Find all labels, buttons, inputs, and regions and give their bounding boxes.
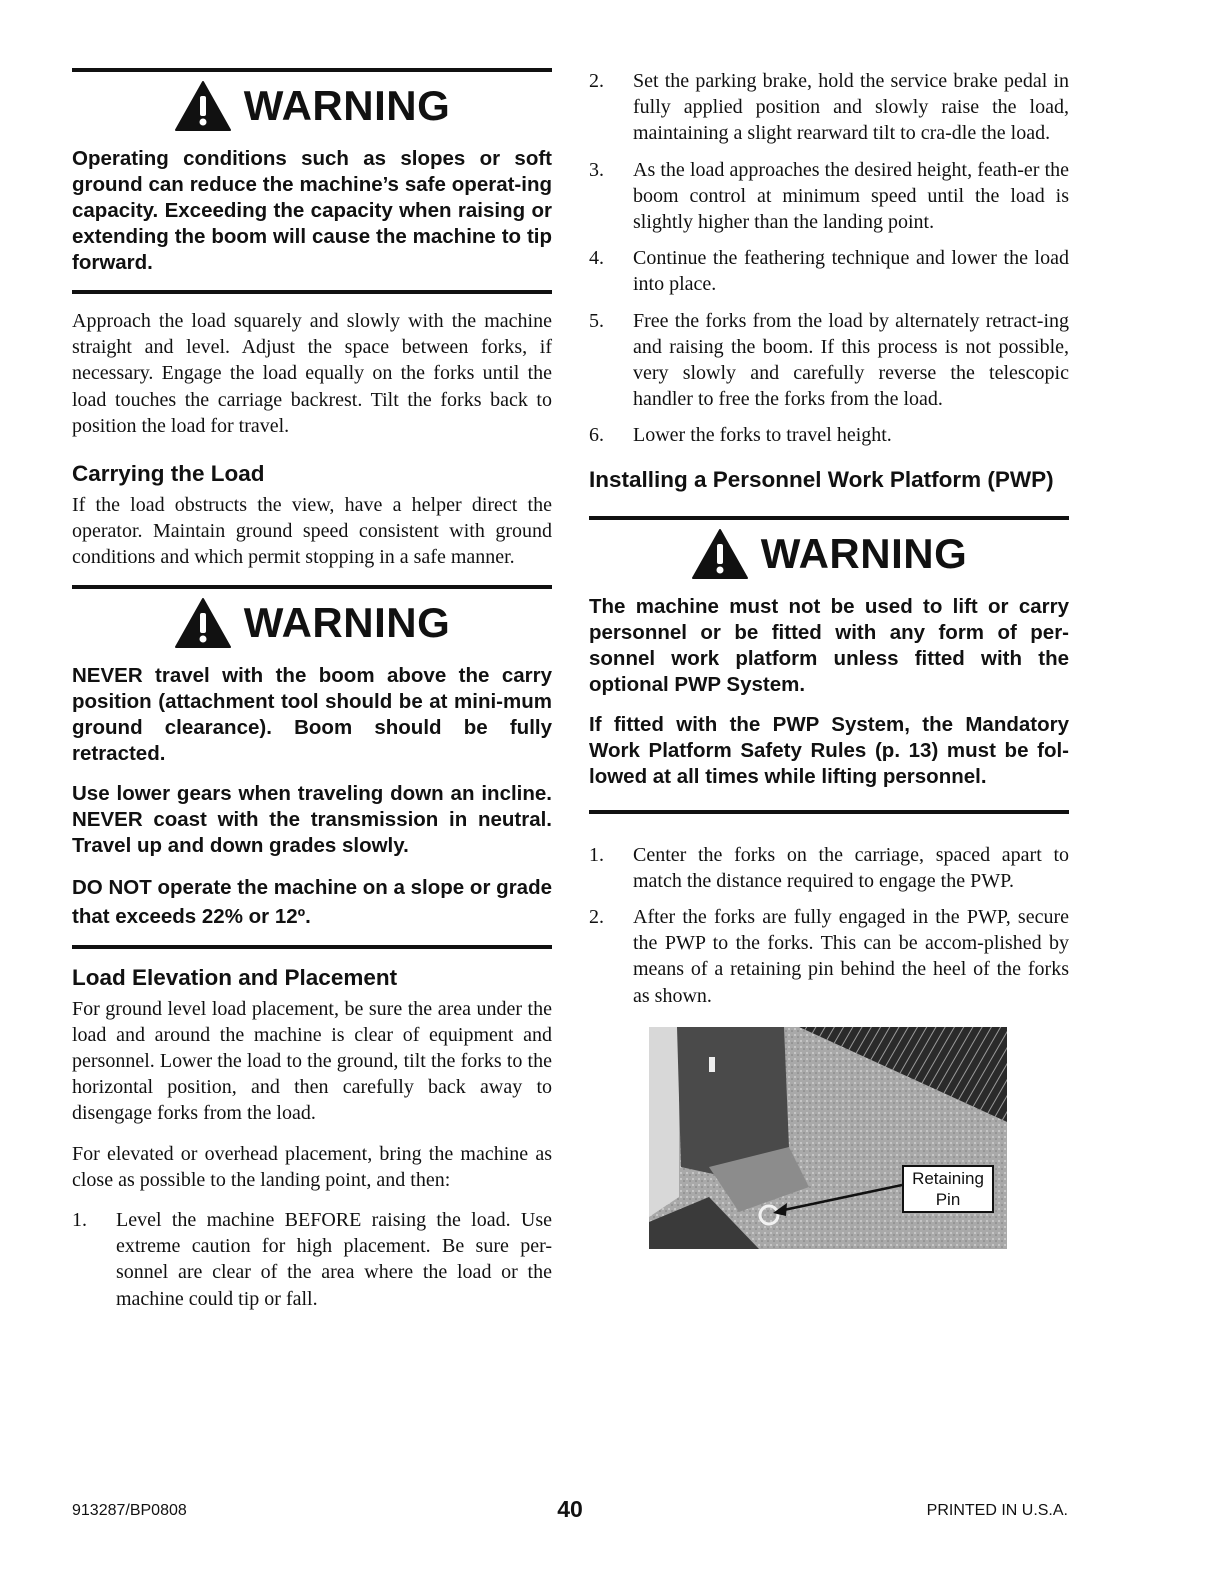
approach-paragraph: Approach the load squarely and slowly with the machine straight and level. Adjust the space between forks, if necessary. Engage the load equally on the forks until the load touches the carriage backrest. Tilt the forks back to position the load for travel.	[72, 310, 552, 437]
step-text: After the forks are fully engaged in the PWP, secure the PWP to the forks. This can be accom-plished by means of a retaining pin behind the heel of the forks as shown.	[633, 906, 1069, 1007]
warning-text: Use lower gears when traveling down an incline. NEVER coast with the transmission in neutral. Travel up and down grades slowly.	[72, 781, 552, 857]
printed-notice: PRINTED IN U.S.A.	[926, 1502, 1068, 1519]
step-text: Lower the forks to travel height.	[633, 424, 892, 447]
right-column	[589, 68, 1069, 1249]
callout-line: Retaining	[912, 1168, 984, 1188]
steps-list	[589, 68, 1069, 449]
elevation-heading: Load Elevation and Placement	[72, 964, 398, 990]
list-item	[589, 308, 1069, 413]
elevation-paragraph: For ground level load placement, be sure the area under the load and around the machine is clear of equipment and personnel. Lower the load to the ground, tilt the forks to the horizontal position, and then carefully back away to disengage forks from the load.	[72, 997, 552, 1125]
warning-text: NEVER travel with the boom above the carry position (attachment tool should be at mini-mum ground clearance). Boom should be fully retracted.	[72, 663, 552, 765]
step-text: As the load approaches the desired height, feath-er the boom control at minimum speed until the load is slightly higher than the landing point.	[633, 158, 1069, 234]
callout-line: Pin	[935, 1189, 961, 1209]
warning-triangle-icon	[174, 80, 232, 132]
warning-text: Operating conditions such as slopes or soft ground can reduce the machine’s safe operat-ing capacity. Exceeding the capacity when raising or extending the boom will cause the machine to tip forward.	[72, 147, 552, 274]
step-text: Set the parking brake, hold the service brake pedal in fully applied position and slowly raise the load, maintaining a slight rearward tilt to cra-dle the load.	[633, 70, 1069, 145]
warning-header	[589, 528, 1069, 580]
list-item	[589, 422, 1069, 448]
warning-header	[72, 597, 552, 649]
step-text: Level the machine BEFORE raising the load. Use extreme caution for high placement. Be sure per-sonnel are clear of the area where the load or the machine could tip or fall.	[116, 1209, 552, 1310]
warning-top-rule	[72, 585, 552, 589]
elevation-paragraph: For elevated or overhead placement, bring the machine as close as possible to the landing point, and then:	[72, 1142, 552, 1191]
warning-bottom-rule	[72, 945, 552, 949]
list-item	[589, 157, 1069, 236]
document-number: 913287/BP0808	[72, 1502, 187, 1519]
step-number: 5.	[589, 309, 604, 332]
page-number: 40	[557, 1496, 583, 1522]
step-number: 3.	[589, 158, 604, 181]
page-footer	[72, 1496, 1068, 1526]
warning-bottom-rule	[72, 290, 552, 294]
warning-triangle-icon	[174, 597, 232, 649]
retaining-pin-photo	[649, 1027, 1007, 1249]
retaining-pin-callout	[902, 1165, 994, 1213]
step-text: Center the forks on the carriage, spaced apart to match the distance required to engage the PWP.	[633, 843, 1069, 892]
warning-top-rule	[72, 68, 552, 72]
warning-text: DO NOT operate the machine on a slope or grade that exceeds 22% or 12º.	[72, 875, 552, 928]
left-column	[72, 68, 552, 1322]
warning-top-rule	[589, 516, 1069, 520]
step-number: 2.	[589, 70, 604, 92]
step-text: Free the forks from the load by alternately retract-ing and raising the boom. If this process is not possible, very slowly and carefully reverse the telescopic handler to free the forks from the load.	[633, 309, 1069, 411]
step-text: Continue the feathering technique and lower the load into place.	[633, 247, 1069, 296]
list-item	[589, 68, 1069, 147]
step-number: 1.	[589, 843, 604, 866]
warning-title: WARNING	[243, 82, 451, 129]
step-number: 2.	[589, 906, 604, 929]
step-number: 6.	[589, 424, 604, 447]
photo-illustration	[649, 1027, 1007, 1249]
warning-triangle-icon	[691, 528, 749, 580]
list-item	[589, 842, 1069, 894]
step-number: 4.	[589, 247, 604, 270]
steps-list	[72, 1207, 552, 1312]
list-item	[589, 245, 1069, 297]
warning-text: The machine must not be used to lift or carry personnel or be fitted with any form of per-sonnel work platform unless fitted with the optional PWP System.	[589, 594, 1069, 696]
carrying-paragraph: If the load obstructs the view, have a helper direct the operator. Maintain ground speed consistent with ground conditions and which permit stopping in a safe manner.	[72, 494, 552, 569]
list-item	[72, 1207, 552, 1312]
list-item	[589, 904, 1069, 1009]
step-number: 1.	[72, 1209, 87, 1232]
warning-title: WARNING	[243, 598, 451, 646]
pwp-steps-list	[589, 842, 1069, 1009]
warning-bottom-rule	[589, 810, 1069, 814]
warning-header	[72, 80, 552, 132]
carrying-heading: Carrying the Load	[72, 461, 265, 487]
warning-title: WARNING	[760, 529, 968, 577]
warning-text: If fitted with the PWP System, the Mandatory Work Platform Safety Rules (p. 13) must be fol-lowed at all times while lifting personnel.	[589, 712, 1069, 788]
pwp-heading: Installing a Personnel Work Platform (PWP)	[589, 466, 1054, 492]
